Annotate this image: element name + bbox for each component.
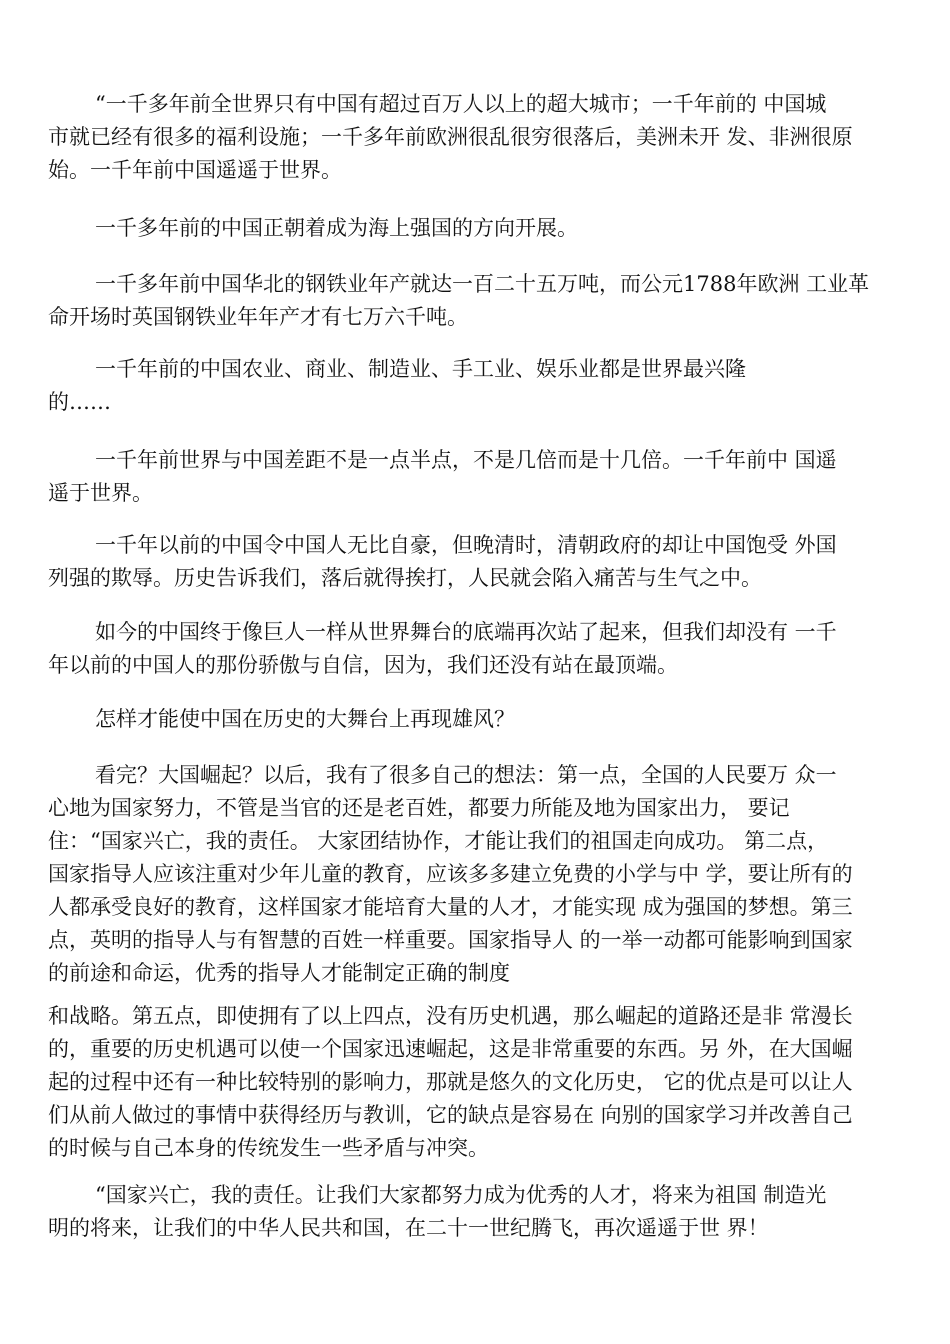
text-line: 们从前人做过的事情中获得经历与教训，它的缺点是容易在 向别的国家学习并改善自己 (48, 1103, 853, 1127)
text-line: 一千多年前中国华北的钢铁业年产就达一百二十五万吨，而公元1788年欧洲 工业革 (95, 272, 870, 296)
paragraph-4 (48, 353, 916, 419)
text-line: “国家兴亡，我的责任。让我们大家都努力成为优秀的人才，将来为祖国 制造光 (95, 1183, 827, 1207)
text-line: 看完？大国崛起？以后，我有了很多自己的想法：第一点，全国的人民要万 众一 (95, 763, 837, 787)
text-line: 列强的欺辱。历史告诉我们，落后就得挨打，人民就会陷入痛苦与生气之中。 (48, 566, 762, 590)
paragraph-1 (48, 88, 916, 187)
text-line: “一千多年前全世界只有中国有超过百万人以上的超大城市；一千年前的 中国城 (95, 92, 827, 116)
paragraph-3 (48, 268, 916, 334)
text-line: 人都承受良好的教育，这样国家才能培育大量的人才，才能实现 成为强国的梦想。第三 (48, 895, 853, 919)
text-line: 始。一千年前中国遥遥于世界。 (48, 158, 342, 182)
text-line: 和战略。第五点，即使拥有了以上四点，没有历史机遇，那么崛起的道路还是非 常漫长 (48, 1004, 853, 1028)
text-line: 的…… (48, 390, 111, 414)
text-line: 一千多年前的中国正朝着成为海上强国的方向开展。 (95, 216, 578, 240)
text-line: 一千年前世界与中国差距不是一点半点，不是几倍而是十几倍。一千年前中 国遥 (95, 448, 837, 472)
text-line: 市就已经有很多的福利设施；一千多年前欧洲很乱很穷很落后，美洲未开 发、非洲很原 (48, 125, 853, 149)
text-line: 如今的中国终于像巨人一样从世界舞台的底端再次站了起来，但我们却没有 一千 (95, 620, 837, 644)
text-line: 的时候与自己本身的传统发生一些矛盾与冲突。 (48, 1136, 489, 1160)
text-line: 心地为国家努力，不管是当官的还是老百姓，都要力所能及地为国家出力， 要记 (48, 796, 790, 820)
text-line: 国家指导人应该注重对少年儿童的教育，应该多多建立免费的小学与中 学，要让所有的 (48, 862, 853, 886)
text-line: 一千年前的中国农业、商业、制造业、手工业、娱乐业都是世界最兴隆 (95, 357, 746, 381)
text-line: 年以前的中国人的那份骄傲与自信，因为，我们还没有站在最顶端。 (48, 653, 678, 677)
text-line: 一千年以前的中国令中国人无比自豪，但晚清时，清朝政府的却让中国饱受 外国 (95, 533, 837, 557)
paragraph-6 (48, 529, 916, 595)
text-line: 的前途和命运，优秀的指导人才能制定正确的制度 (48, 961, 510, 985)
paragraph-7 (48, 616, 916, 682)
text-line: 明的将来，让我们的中华人民共和国，在二十一世纪腾飞，再次遥遥于世 界！ (48, 1216, 769, 1240)
text-line: 遥于世界。 (48, 481, 153, 505)
text-line: 起的过程中还有一种比较特别的影响力，那就是悠久的文化历史， 它的优点是可以让人 (48, 1070, 853, 1094)
text-line: 的，重要的历史机遇可以使一个国家迅速崛起，这是非常重要的东西。另 外，在大国崛 (48, 1037, 853, 1061)
text-line: 怎样才能使中国在历史的大舞台上再现雄风？ (95, 707, 515, 731)
text-line: 点，英明的指导人与有智慧的百姓一样重要。国家指导人 的一举一动都可能影响到国家 (48, 928, 853, 952)
text-line: 住：“国家兴亡，我的责任。 大家团结协作，才能让我们的祖国走向成功。 第二点， (48, 829, 829, 853)
paragraph-8 (48, 703, 916, 736)
text-line: 命开场时英国钢铁业年年产才有七万六千吨。 (48, 305, 468, 329)
paragraph-11 (48, 1179, 916, 1245)
paragraph-5 (48, 444, 916, 510)
paragraph-9 (48, 759, 916, 990)
paragraph-10 (48, 1000, 916, 1165)
paragraph-2 (48, 212, 916, 245)
